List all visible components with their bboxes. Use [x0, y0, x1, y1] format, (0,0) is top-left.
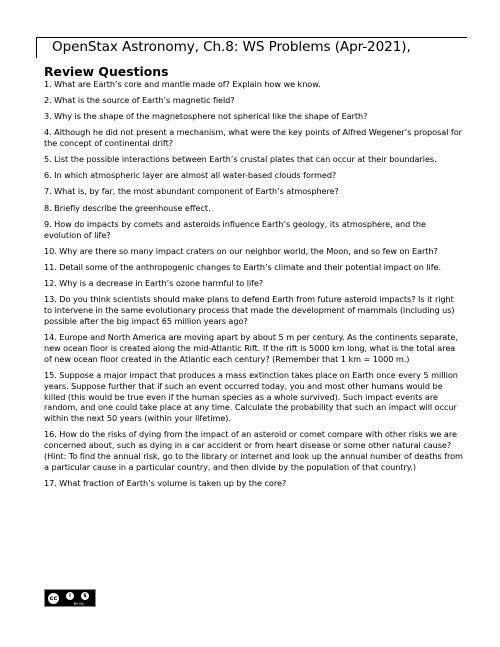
attribution-icon: i	[65, 591, 75, 601]
question-item: 10. Why are there so many impact craters on our neighbor world, the Moon, and so few on Earth?	[44, 245, 438, 256]
license-strip-text: BY NC	[73, 602, 85, 606]
question-item: 15. Suppose a major impact that produces a mass extinction takes place on Earth once every 5 million years. Suppose further that if such an event occurred today, you and most other humans would be killed (this would be true even if the human species as a whole survived). Such impact events are random, and one could take place at any time. Calculate the probability that such an impact will occur within the next 50 years (within your lifetime).	[44, 369, 458, 424]
cc-mark-icon: cc	[47, 592, 60, 605]
question-item: 8. Briefly describe the greenhouse effect.	[44, 202, 211, 213]
question-item: 16. How do the risks of dying from the impact of an asteroid or comet compare with other risks we are concerned about, such as dying in a car accident or from heart disease or some other natural cause? (Hint: To find the annual risk, go to the library or internet and look up the annual number of deaths from a particular cause in a particular country, and then divide by the population of that country.)	[44, 429, 463, 473]
creative-commons-by-icon	[44, 589, 96, 607]
question-item: 12. Why is a decrease in Earth’s ozone harmful to life?	[44, 277, 264, 288]
document-title: OpenStax Astronomy, Ch.8: WS Problems (Apr-2021),	[52, 39, 411, 55]
question-item: 4. Although he did not present a mechanism, what were the key points of Alfred Wegener’s proposal for the concept of continental drift?	[44, 127, 462, 149]
question-item: 5. List the possible interactions between Earth’s crustal plates that can occur at their boundaries.	[44, 154, 437, 165]
question-item: 14. Europe and North America are moving apart by about 5 m per century. As the continents separate, new ocean floor is created along the mid-Atlantic Rift. If the rift is 5000 km long, what is the total area of new ocean floor created in the Atlantic each century? (Remember that 1 km = 1000 m.)	[44, 331, 458, 364]
question-item: 7. What is, by far, the most abundant component of Earth’s atmosphere?	[44, 186, 339, 197]
question-item: 6. In which atmospheric layer are almost all water-based clouds formed?	[44, 170, 337, 181]
question-item: 1. What are Earth’s core and mantle made of? Explain how we know.	[44, 79, 321, 89]
question-item: 3. Why is the shape of the magnetosphere not spherical like the shape of Earth?	[44, 111, 368, 122]
question-item: 9. How do impacts by comets and asteroids influence Earth’s geology, its atmosphere, and the evolution of life?	[44, 218, 426, 240]
question-item: 2. What is the source of Earth’s magnetic field?	[44, 95, 235, 106]
question-list	[44, 79, 464, 494]
question-item: 11. Detail some of the anthropogenic changes to Earth’s climate and their potential impact on life.	[44, 261, 442, 272]
question-item: 13. Do you think scientists should make plans to defend Earth from future asteroid impacts? Is it right to intervene in the same evolutionary process that made the development of mammals (including us) possible after the big impact 65 million years ago?	[44, 293, 455, 326]
question-item: 17. What fraction of Earth’s volume is taken up by the core?	[44, 478, 287, 489]
section-heading: Review Questions	[44, 64, 169, 79]
noncommercial-icon: $	[80, 591, 90, 601]
